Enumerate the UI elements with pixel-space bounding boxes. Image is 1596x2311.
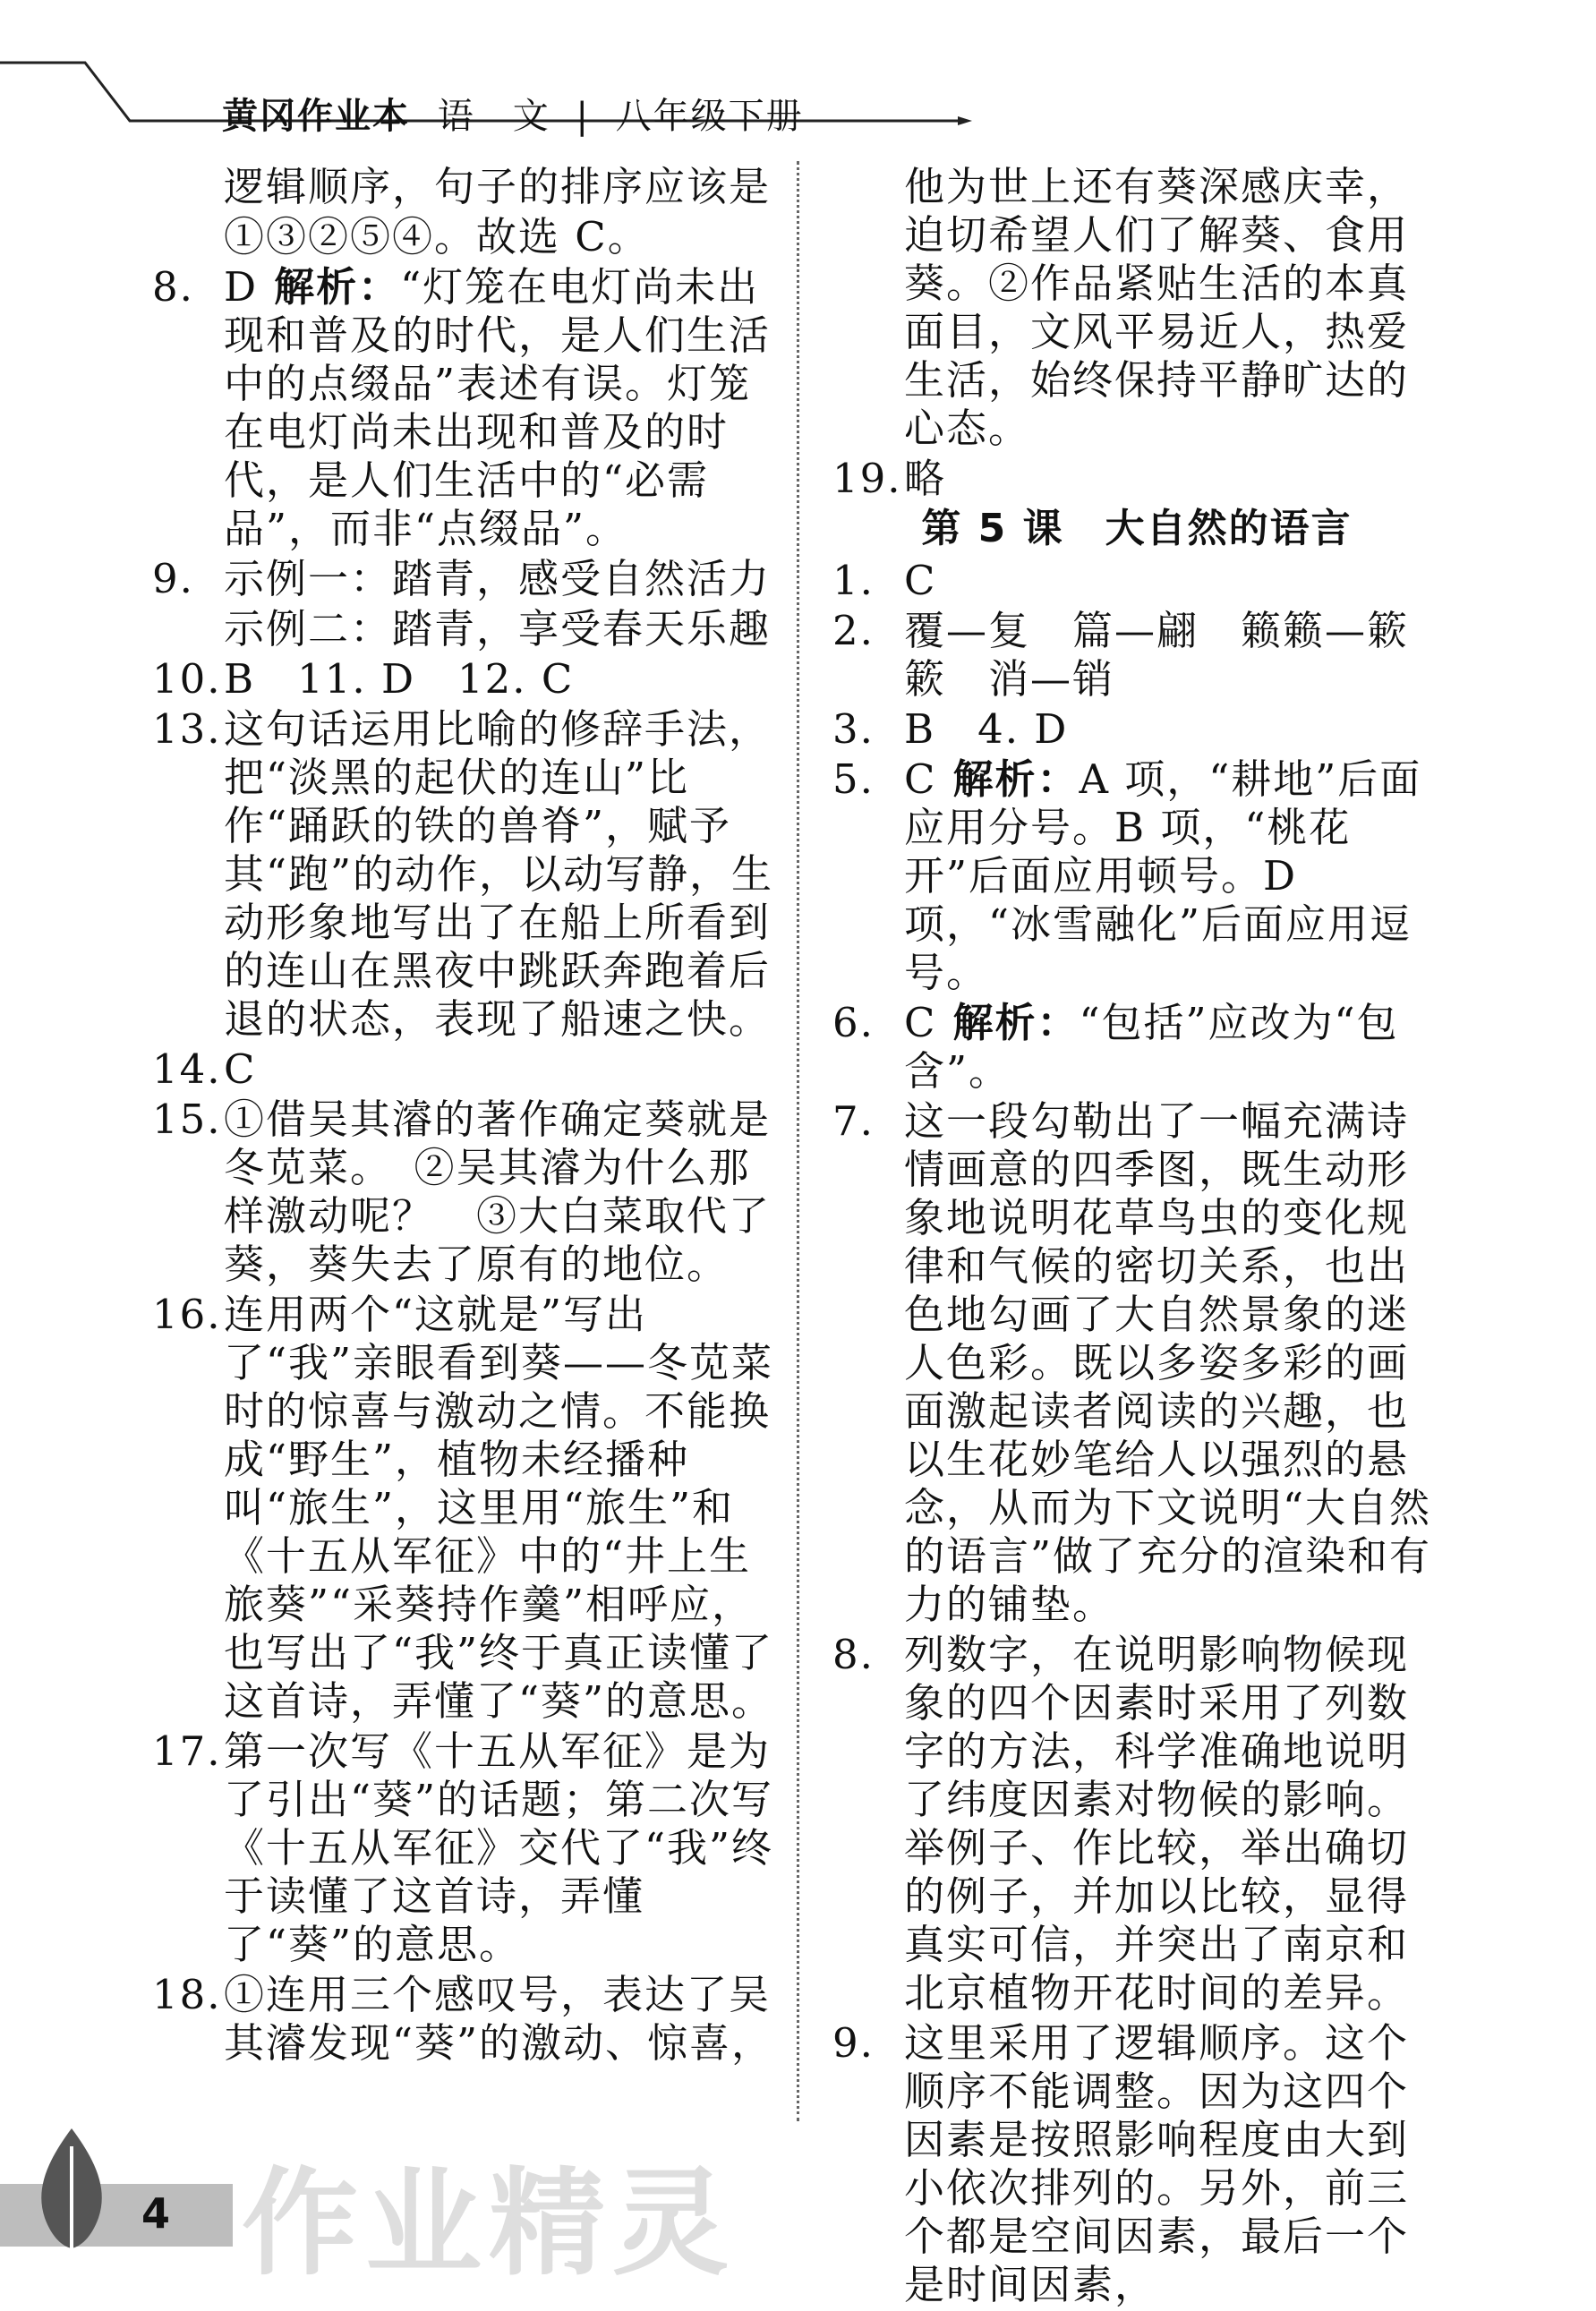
item-text: C xyxy=(224,1045,257,1093)
answer-item-10-12 xyxy=(152,655,779,704)
item-text: 第一次写《十五从军征》是为了引出“葵”的话题；第二次写《十五从军征》交代了“我”终于读懂了这首诗，弄懂了“葵”的意思。 xyxy=(224,1727,774,1968)
item-number: 8. xyxy=(152,263,194,311)
answer-item-8 xyxy=(152,263,779,553)
right-column xyxy=(832,163,1441,2311)
analysis-label: 解析： xyxy=(274,263,401,311)
answer-item-3-4 xyxy=(832,705,1441,754)
answer-item-2 xyxy=(832,607,1441,704)
item-number: 15. xyxy=(152,1096,222,1143)
answer-item-7 xyxy=(832,1097,1441,1629)
item-text: 这一段勾勒出了一幅充满诗情画意的四季图，既生动形象地说明花草鸟虫的变化规律和气候的密切关系，也出色地勾画了大自然景象的迷人色彩。既以多姿多彩的画面激起读者阅读的兴趣，也以生花妙笔给人以强烈的悬念，从而为下文说明“大自然的语言”做了充分的渲染和有力的铺垫。 xyxy=(904,1097,1432,1628)
answer-item-19 xyxy=(832,455,1441,503)
continuation-line: 示例二：踏青，享受春天乐趣 xyxy=(224,605,772,652)
answer-item-14 xyxy=(152,1045,779,1094)
item-text: 略 xyxy=(904,455,947,502)
header-separator: | xyxy=(576,96,590,137)
answer-item-16 xyxy=(152,1291,779,1726)
column-divider xyxy=(797,161,799,2121)
book-title: 黄冈作业本 xyxy=(222,96,410,137)
item-number: 1. xyxy=(832,557,875,604)
header-title xyxy=(222,88,804,139)
grade-label: 八年级下册 xyxy=(615,96,804,137)
item-number: 18. xyxy=(152,1971,222,2018)
item-answer: C xyxy=(904,755,937,803)
item-number: 7. xyxy=(832,1097,875,1145)
item-text: 这句话运用比喻的修辞手法，把“淡黑的起伏的连山”比作“踊跃的铁的兽脊”，赋予其“跑”的动作，以动写静，生动形象地写出了在船上所看到的连山在黑夜中跳跃奔跑着后退的状态，表现了船速之快。 xyxy=(224,705,774,1043)
continuation-text: 他为世上还有葵深感庆幸，迫切希望人们了解葵、食用葵。②作品紧贴生活的本真面目，文风平易近人，热爱生活，始终保持平静旷达的心态。 xyxy=(904,163,1410,452)
item-number: 6. xyxy=(832,999,875,1046)
answer-item-6 xyxy=(832,999,1441,1096)
item-number: 10. xyxy=(152,655,222,703)
item-text: “灯笼在电灯尚未出现和普及的时代，是人们生活中的点缀品”表述有误。灯笼在电灯尚未出现和普及的时代，是人们生活中的“必需品”，而非“点缀品”。 xyxy=(224,263,772,552)
item-text: 列数字，在说明影响物候现象的四个因素时采用了列数字的方法，科学准确地说明了纬度因素对物候的影响。举例子、作比较，举出确切的例子，并加以比较，显得真实可信，并突出了南京和北京植物开花时间的差异。 xyxy=(904,1631,1410,2017)
answer-item-9 xyxy=(832,2019,1441,2309)
item-number: 9. xyxy=(832,2019,875,2067)
item-text: C xyxy=(904,557,937,604)
item-text: ①借吴其濬的著作确定葵就是冬苋菜。 ②吴其濬为什么那样激动呢？ ③大白菜取代了葵，葵失去了原有的地位。 xyxy=(224,1096,772,1288)
item-answer: C xyxy=(904,999,937,1046)
subject-label: 语 文 xyxy=(437,96,550,137)
continuation-line: ①③②⑤④。故选 C。 xyxy=(224,213,650,260)
footer-bar xyxy=(0,2184,233,2247)
item-number: 13. xyxy=(152,705,222,753)
analysis-label: 解析： xyxy=(952,999,1080,1046)
item-text: 覆—复 篇—翩 籁籁—簌簌 消—销 xyxy=(904,607,1410,703)
left-column xyxy=(152,163,779,2069)
watermark-text: 作业精灵 xyxy=(242,2155,737,2291)
item-text: ①连用三个感叹号，表达了吴其濬发现“葵”的激动、惊喜， xyxy=(224,1971,774,2067)
page-number: 4 xyxy=(141,2189,171,2238)
page-header xyxy=(0,54,1596,152)
lesson-title: 第 5 课 大自然的语言 xyxy=(921,506,1353,551)
item-number: 3. xyxy=(832,705,875,753)
item-number: 14. xyxy=(152,1045,222,1093)
answer-item-5 xyxy=(832,755,1441,997)
item-number: 5. xyxy=(832,755,875,803)
continuation-line: 逻辑顺序，句子的排序应该是 xyxy=(224,163,772,210)
item-text: B 4. D xyxy=(904,705,1069,753)
item-number: 2. xyxy=(832,607,875,654)
leaf-icon xyxy=(36,2128,107,2254)
item-text: 连用两个“这就是”写出了“我”亲眼看到葵——冬苋菜时的惊喜与激动之情。不能换成“野生”，植物未经播种叫“旅生”，这里用“旅生”和《十五从军征》中的“井上生旅葵”“采葵持作羹”相呼应，也写出了“我”终于真正读懂了这首诗，弄懂了“葵”的意思。 xyxy=(224,1291,774,1725)
item-number: 17. xyxy=(152,1727,222,1775)
answer-item-18 xyxy=(152,1971,779,2068)
analysis-label: 解析： xyxy=(952,755,1080,803)
item-answer: D xyxy=(224,263,259,311)
answer-item-17 xyxy=(152,1727,779,1969)
item-text: B 11. D 12. C xyxy=(224,655,575,703)
answer-item-15 xyxy=(152,1096,779,1289)
item-text: A 项，“耕地”后面应用分号。B 项，“桃花开”后面应用顿号。D 项，“冰雪融化”后面应用逗号。 xyxy=(904,755,1422,996)
item-number: 8. xyxy=(832,1631,875,1678)
item-number: 9. xyxy=(152,555,194,602)
item-number: 19. xyxy=(832,455,902,502)
item-text: “包括”应改为“包含”。 xyxy=(904,999,1399,1095)
item-text: 这里采用了逻辑顺序。这个顺序不能调整。因为这四个因素是按照影响程度由大到小依次排列的。另外，前三个都是空间因素，最后一个是时间因素， xyxy=(904,2019,1410,2308)
answer-item-13 xyxy=(152,705,779,1044)
answer-item-9 xyxy=(152,555,779,603)
answer-item-1 xyxy=(832,557,1441,605)
item-number: 16. xyxy=(152,1291,222,1338)
item-text: 示例一：踏青，感受自然活力 xyxy=(224,555,772,602)
answer-item-8 xyxy=(832,1631,1441,2017)
